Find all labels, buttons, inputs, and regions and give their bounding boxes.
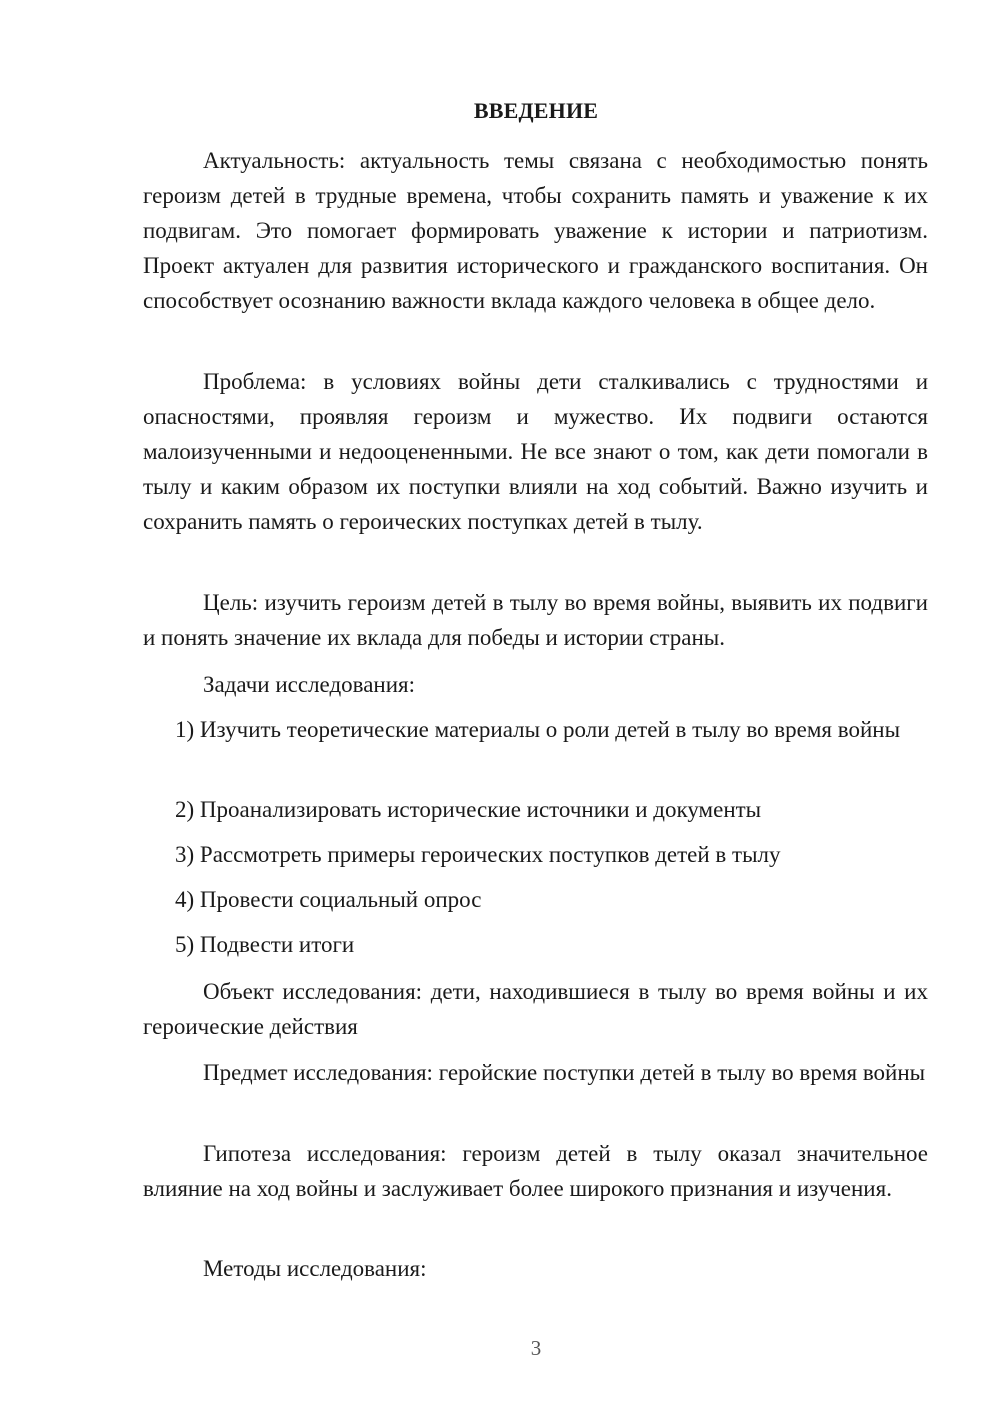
object-paragraph: Объект исследования: дети, находившиеся в тылу во время войны и их героические действия: [143, 979, 928, 1039]
task-item-4: 4) Провести социальный опрос: [175, 887, 482, 912]
task-item-5: 5) Подвести итоги: [175, 932, 355, 957]
task-item-2: 2) Проанализировать исторические источники и документы: [175, 797, 762, 822]
methods-heading: Методы исследования:: [203, 1256, 427, 1281]
subject-paragraph: Предмет исследования: геройские поступки детей в тылу во время войны: [203, 1060, 926, 1085]
task-item-1: 1) Изучить теоретические материалы о роли детей в тылу во время войны: [175, 717, 901, 742]
problem-paragraph: Проблема: в условиях войны дети сталкивались с трудностями и опасностями, проявляя героизм и мужество. Их подвиги остаются малоизученными и недооцененными. Не все знают о том, как дети помогали в тылу и каким образом их поступки влияли на ход событий. Важно изучить и сохранить память о героических поступках детей в тылу.: [143, 369, 928, 534]
tasks-heading: Задачи исследования:: [203, 672, 416, 697]
task-item-3: 3) Рассмотреть примеры героических поступков детей в тылу: [175, 842, 781, 867]
goal-paragraph: Цель: изучить героизм детей в тылу во время войны, выявить их подвиги и понять значение их вклада для победы и истории страны.: [143, 590, 928, 650]
relevance-paragraph: Актуальность: актуальность темы связана с необходимостью понять героизм детей в трудные времена, чтобы сохранить память и уважение к их подвигам. Это помогает формировать уважение к истории и патриотизм. Проект актуален для развития исторического и гражданского воспитания. Он способствует осознанию важности вклада каждого человека в общее дело.: [143, 148, 928, 313]
page-title: ВВЕДЕНИЕ: [473, 98, 599, 123]
page-number: 3: [530, 1336, 542, 1360]
hypothesis-paragraph: Гипотеза исследования: героизм детей в тылу оказал значительное влияние на ход войны и заслуживает более широкого признания и изучения.: [143, 1141, 928, 1201]
